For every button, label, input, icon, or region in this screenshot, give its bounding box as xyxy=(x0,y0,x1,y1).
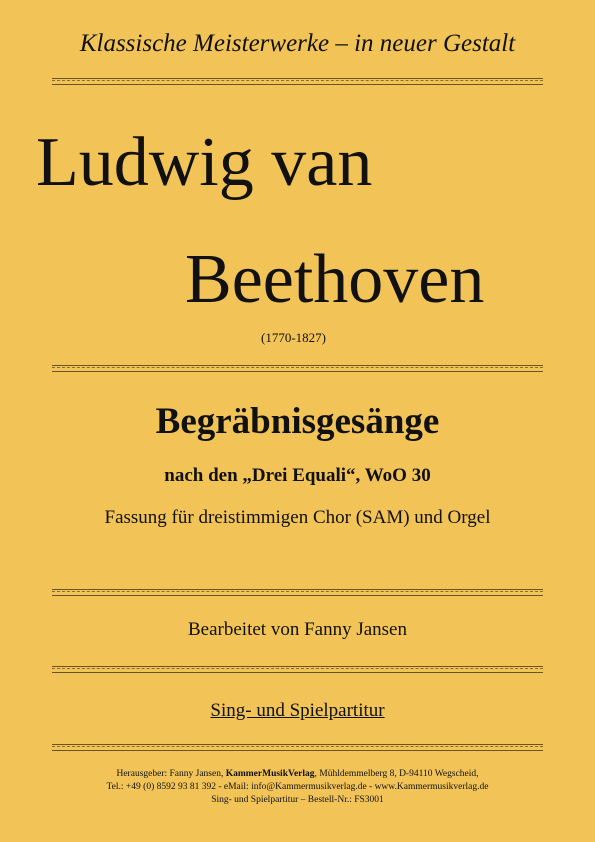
composer-name-first: Ludwig van xyxy=(36,124,373,201)
footer-editor: Herausgeber: Fanny Jansen, xyxy=(116,769,226,779)
footer-line-2: Tel.: +49 (0) 8592 93 81 392 - eMail: info@Kammermusikverlag.de - www.Kammermusikverlag.de xyxy=(106,782,489,792)
divider xyxy=(52,589,543,596)
divider xyxy=(52,365,543,372)
footer-line-3: Sing- und Spielpartitur – Bestell-Nr.: FS3001 xyxy=(211,795,384,805)
composer-name-last: Beethoven xyxy=(185,241,485,318)
work-version: Fassung für dreistimmigen Chor (SAM) und Orgel xyxy=(104,507,491,528)
divider xyxy=(52,666,543,673)
work-title: Begräbnisgesänge xyxy=(155,401,440,442)
arranger: Bearbeitet von Fanny Jansen xyxy=(188,619,407,640)
publisher-name: KammerMusikVerlag xyxy=(225,769,315,779)
work-subtitle: nach den „Drei Equali“, WoO 30 xyxy=(164,465,431,486)
composer-dates: (1770-1827) xyxy=(261,330,326,345)
divider xyxy=(52,744,543,751)
publisher-footer xyxy=(0,768,595,807)
edition-type: Sing- und Spielpartitur xyxy=(210,700,385,721)
footer-line-1 xyxy=(0,768,595,781)
publisher-address: , Mühldemmelberg 8, D-94110 Wegscheid, xyxy=(314,769,479,779)
series-title: Klassische Meisterwerke – in neuer Gestalt xyxy=(79,30,516,57)
divider xyxy=(52,78,543,85)
